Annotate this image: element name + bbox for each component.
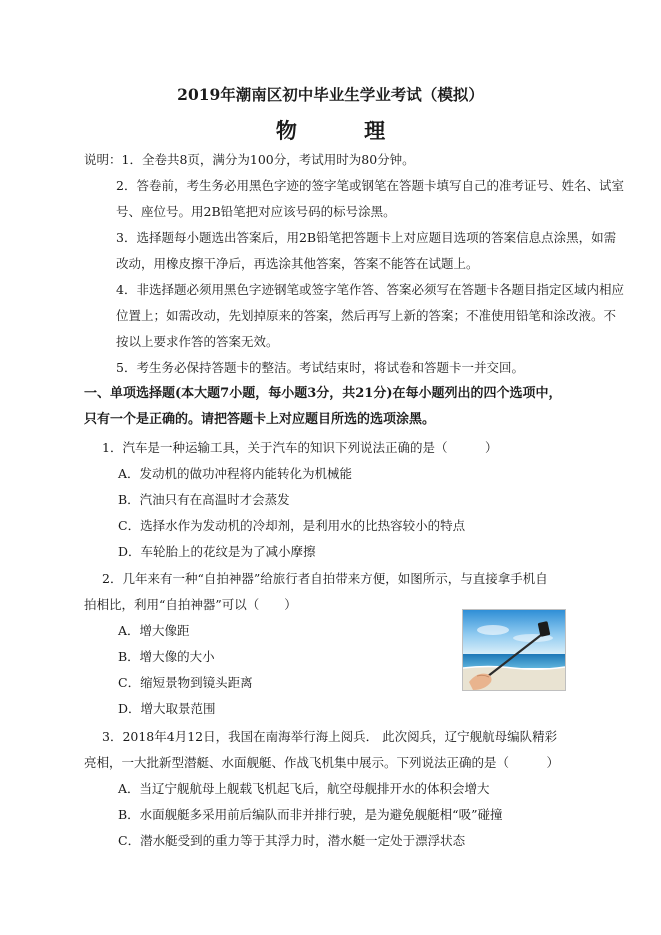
instruction-4-cont: 位置上；如需改动，先划掉原来的答案，然后再写上新的答案；不准使用铅笔和涂改液。不 [116,308,617,323]
selfie-stick-photo [462,609,566,691]
q3-stem-cont: 亮相，一大批新型潜艇、水面舰艇、作战飞机集中展示。下列说法正确的是（ ） [84,755,560,770]
q3-option-a: A．当辽宁舰航母上舰载飞机起飞后，航空母舰排开水的体积会增大 [118,781,490,796]
q2-option-d: D．增大取景范围 [118,701,216,716]
q1-option-c: C．选择水作为发动机的冷却剂，是利用水的比热容较小的特点 [118,518,466,533]
q2-stem: 2．几年来有一种“自拍神器”给旅行者自拍带来方便，如图所示，与直接拿手机自 [102,571,548,586]
q3-option-b: B．水面舰艇多采用前后编队而非并排行驶，是为避免舰艇相“吸”碰撞 [118,807,503,822]
q2-option-b: B．增大像的大小 [118,649,215,664]
q2-option-c: C．缩短景物到镜头距离 [118,675,253,690]
q1-option-a: A．发动机的做功冲程将内能转化为机械能 [118,466,353,481]
instruction-4: 4．非选择题必须用黑色字迹钢笔或签字笔作答、答案必须写在答题卡各题目指定区域内相应 [116,282,624,297]
instruction-2: 2．答卷前，考生务必用黑色字迹的签字笔或钢笔在答题卡填写自己的准考证号、姓名、试室 [116,178,624,193]
exam-title: 2019年潮南区初中毕业生学业考试（模拟） [177,85,484,104]
q2-stem-cont: 拍相比，利用“自拍神器”可以（ ） [84,597,297,612]
instruction-3-cont: 改动，用橡皮擦干净后，再选涂其他答案，答案不能答在试题上。 [116,256,479,271]
q2-option-a: A．增大像距 [118,623,190,638]
section-heading: 一、单项选择题(本大题7小题，每小题3分，共21分)在每小题列出的四个选项中， [84,386,562,401]
q1-stem: 1．汽车是一种运输工具，关于汽车的知识下列说法正确的是（ ） [102,440,498,455]
q3-stem: 3．2018年4月12日，我国在南海举行海上阅兵． 此次阅兵，辽宁舰航母编队精彩 [102,729,558,744]
section-heading-cont: 只有一个是正确的。请把答题卡上对应题目所选的选项涂黑。 [84,412,436,427]
subject-title: 物 理 [275,118,416,143]
q1-option-d: D．车轮胎上的花纹是为了减小摩擦 [118,544,316,559]
q3-option-c: C．潜水艇受到的重力等于其浮力时，潜水艇一定处于漂浮状态 [118,833,466,848]
instruction-2-cont: 号、座位号。用2B铅笔把对应该号码的标号涂黑。 [116,204,396,219]
instruction-5: 5．考生务必保持答题卡的整洁。考试结束时，将试卷和答题卡一并交回。 [116,360,524,375]
q1-option-b: B．汽油只有在高温时才会蒸发 [118,492,290,507]
instruction-1: 说明：1．全卷共8页，满分为100分，考试用时为80分钟。 [84,152,415,167]
instruction-4-cont2: 按以上要求作答的答案无效。 [116,334,279,349]
instruction-3: 3．选择题每小题选出答案后，用2B铅笔把答题卡上对应题目选项的答案信息点涂黑，如需 [116,230,617,245]
